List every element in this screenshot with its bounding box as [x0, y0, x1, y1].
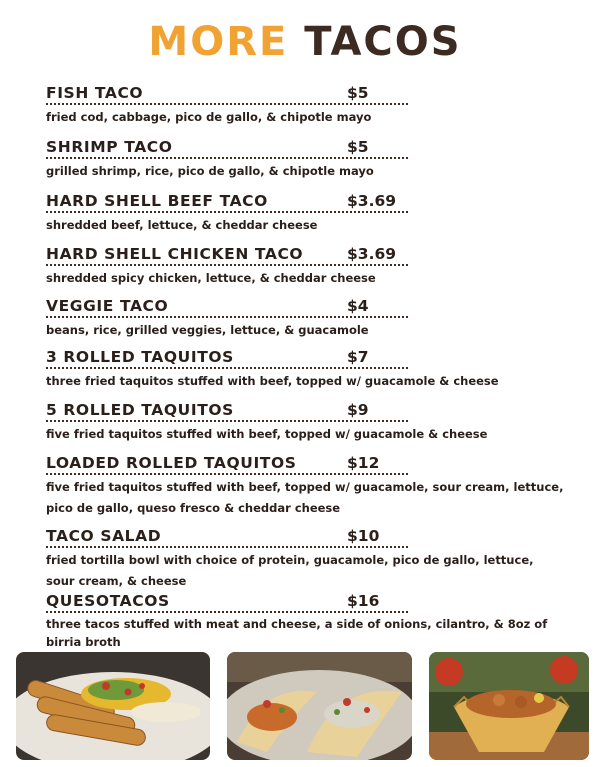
item-name: QUESOTACOS [46, 592, 170, 610]
item-price: $3.69 [347, 245, 397, 263]
item-name: HARD SHELL BEEF TACO [46, 192, 268, 210]
item-description: five fried taquitos stuffed with beef, topped w/ guacamole & cheese [46, 427, 488, 441]
item-heading-row [46, 452, 408, 475]
item-description: shredded beef, lettuce, & cheddar cheese [46, 218, 318, 232]
item-description: three tacos stuffed with meat and cheese, a side of onions, cilantro, & 8oz of birria broth [46, 617, 548, 649]
item-heading-row [46, 82, 408, 105]
item-price: $4 [347, 297, 369, 315]
title-word-tacos: TACOS [304, 19, 462, 65]
item-heading-row [46, 399, 408, 422]
title-word-more: MORE [148, 19, 289, 65]
item-name: VEGGIE TACO [46, 297, 169, 315]
item-name: TACO SALAD [46, 527, 162, 545]
item-heading-row [46, 525, 408, 548]
item-price: $16 [347, 592, 380, 610]
menu-item-hard-shell-beef-taco [46, 190, 566, 236]
item-heading-row [46, 346, 408, 369]
taco-salad-photo [429, 652, 589, 760]
item-price: $3.69 [347, 192, 397, 210]
menu-item-shrimp-taco [46, 136, 566, 182]
item-description: fried tortilla bowl with choice of protein, guacamole, pico de gallo, lettuce, sour cream, & cheese [46, 553, 534, 588]
menu-item-3-rolled-taquitos [46, 346, 566, 392]
item-description: grilled shrimp, rice, pico de gallo, & chipotle mayo [46, 164, 374, 178]
item-heading-row [46, 243, 408, 266]
menu-item-hard-shell-chicken-taco [46, 243, 566, 289]
item-price: $7 [347, 348, 369, 366]
menu-item-quesotacos [46, 590, 566, 651]
item-heading-row [46, 190, 408, 213]
item-description: fried cod, cabbage, pico de gallo, & chipotle mayo [46, 110, 372, 124]
menu-item-loaded-rolled-taquitos [46, 452, 566, 519]
item-name: LOADED ROLLED TAQUITOS [46, 454, 297, 472]
menu-item-veggie-taco [46, 295, 566, 341]
item-price: $9 [347, 401, 369, 419]
menu-item-taco-salad [46, 525, 566, 592]
item-price: $12 [347, 454, 380, 472]
menu-title [0, 18, 610, 66]
item-name: 3 ROLLED TAQUITOS [46, 348, 234, 366]
fish-tacos-photo [227, 652, 412, 760]
item-price: $5 [347, 84, 369, 102]
item-name: SHRIMP TACO [46, 138, 173, 156]
item-heading-row [46, 295, 408, 318]
item-heading-row [46, 590, 408, 613]
item-description: five fried taquitos stuffed with beef, topped w/ guacamole, sour cream, lettuce, pico de gallo, queso fresco & cheddar cheese [46, 480, 564, 515]
item-name: HARD SHELL CHICKEN TACO [46, 245, 304, 263]
item-description: shredded spicy chicken, lettuce, & cheddar cheese [46, 271, 376, 285]
item-name: FISH TACO [46, 84, 144, 102]
menu-item-fish-taco [46, 82, 566, 128]
item-description: beans, rice, grilled veggies, lettuce, & guacamole [46, 323, 369, 337]
taquitos-photo [16, 652, 210, 760]
item-price: $5 [347, 138, 369, 156]
item-description: three fried taquitos stuffed with beef, topped w/ guacamole & cheese [46, 374, 499, 388]
item-price: $10 [347, 527, 380, 545]
item-name: 5 ROLLED TAQUITOS [46, 401, 234, 419]
item-heading-row [46, 136, 408, 159]
menu-item-5-rolled-taquitos [46, 399, 566, 445]
